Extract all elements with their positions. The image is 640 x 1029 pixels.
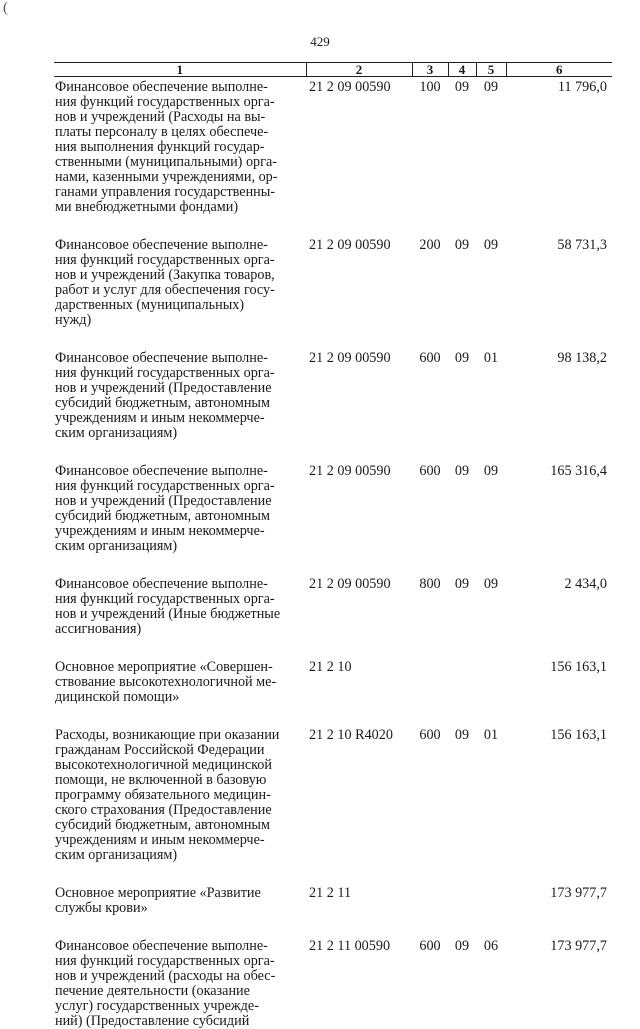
description-line: Финансовое обеспечение выполне- [55, 351, 302, 366]
description-line: ния функций государственных орга- [55, 95, 302, 110]
description-line: нов и учреждений (Предоставление [55, 494, 302, 509]
description-line: Финансовое обеспечение выполне- [55, 464, 302, 479]
description-line: ассигнования) [55, 622, 302, 637]
table-row [54, 77, 612, 216]
description-line: ний) (Предоставление субсидий [55, 1014, 302, 1029]
row-description [54, 77, 306, 216]
description-line: нов и учреждений (Предоставление [55, 381, 302, 396]
description-line: Расходы, возникающие при оказании [55, 728, 302, 743]
budget-table [54, 62, 612, 1029]
row-description [54, 235, 306, 328]
row-amount: 165 316,4 [506, 461, 612, 554]
row-description [54, 461, 306, 554]
column-header: 6 [506, 63, 612, 77]
row-col3: 600 [412, 936, 448, 1029]
description-line: нов и учреждений (Иные бюджетные [55, 607, 302, 622]
row-spacer [54, 441, 612, 461]
description-line: ствование высокотехнологичной ме- [55, 675, 302, 690]
description-line: субсидий бюджетным, автономным [55, 396, 302, 411]
row-col3: 600 [412, 461, 448, 554]
description-line: нами, казенными учреждениями, ор- [55, 170, 302, 185]
row-col4: 09 [448, 574, 476, 637]
table-row [54, 574, 612, 637]
row-col3: 800 [412, 574, 448, 637]
row-description [54, 883, 306, 916]
row-amount: 11 796,0 [506, 77, 612, 216]
row-col3: 600 [412, 725, 448, 863]
description-line: Финансовое обеспечение выполне- [55, 80, 302, 95]
row-spacer-cell [54, 863, 612, 883]
row-code: 21 2 09 00590 [306, 235, 412, 328]
description-line: услуг) государственных учрежде- [55, 999, 302, 1014]
row-description [54, 574, 306, 637]
description-line: дарственных (муниципальных) [55, 298, 302, 313]
description-line: службы крови» [55, 901, 302, 916]
description-line: учреждениям и иным некоммерче- [55, 524, 302, 539]
margin-mark: ( [3, 0, 8, 17]
description-line: гражданам Российской Федерации [55, 743, 302, 758]
row-col5: 06 [476, 936, 506, 1029]
row-col4: 09 [448, 461, 476, 554]
description-line: Финансовое обеспечение выполне- [55, 577, 302, 592]
description-line: нужд) [55, 313, 302, 328]
row-amount: 173 977,7 [506, 936, 612, 1029]
row-code: 21 2 09 00590 [306, 77, 412, 216]
row-spacer [54, 215, 612, 235]
description-line: нов и учреждений (Расходы на вы- [55, 110, 302, 125]
row-amount: 58 731,3 [506, 235, 612, 328]
description-line: ния функций государственных орга- [55, 479, 302, 494]
description-line: высокотехнологичной медицинской [55, 758, 302, 773]
row-amount: 156 163,1 [506, 657, 612, 705]
description-line: ского страхования (Предоставление [55, 803, 302, 818]
column-header: 1 [54, 63, 306, 77]
description-line: нов и учреждений (расходы на обес- [55, 969, 302, 984]
row-col3 [412, 883, 448, 916]
row-spacer [54, 637, 612, 657]
description-line: ственными (муниципальными) орга- [55, 155, 302, 170]
row-col5: 09 [476, 77, 506, 216]
row-spacer [54, 328, 612, 348]
row-amount: 156 163,1 [506, 725, 612, 863]
page-number: 429 [0, 34, 640, 50]
table-row [54, 883, 612, 916]
description-line: ским организациям) [55, 848, 302, 863]
description-line: субсидий бюджетным, автономным [55, 509, 302, 524]
description-line: нов и учреждений (Закупка товаров, [55, 268, 302, 283]
description-line: дицинской помощи» [55, 690, 302, 705]
table-row [54, 936, 612, 1029]
row-amount: 98 138,2 [506, 348, 612, 441]
row-description [54, 348, 306, 441]
description-line: ния функций государственных орга- [55, 592, 302, 607]
row-col5: 09 [476, 235, 506, 328]
row-col4 [448, 883, 476, 916]
row-code: 21 2 10 [306, 657, 412, 705]
description-line: Финансовое обеспечение выполне- [55, 238, 302, 253]
row-code: 21 2 09 00590 [306, 348, 412, 441]
row-code: 21 2 11 [306, 883, 412, 916]
description-line: помощи, не включенной в базовую [55, 773, 302, 788]
row-col4: 09 [448, 77, 476, 216]
description-line: работ и услуг для обеспечения госу- [55, 283, 302, 298]
description-line: ния функций государственных орга- [55, 366, 302, 381]
description-line: учреждениям и иным некоммерче- [55, 833, 302, 848]
row-col4: 09 [448, 936, 476, 1029]
row-code: 21 2 10 R4020 [306, 725, 412, 863]
description-line: Основное мероприятие «Развитие [55, 886, 302, 901]
column-header: 4 [448, 63, 476, 77]
row-code: 21 2 11 00590 [306, 936, 412, 1029]
description-line: ским организациям) [55, 539, 302, 554]
description-line: субсидий бюджетным, автономным [55, 818, 302, 833]
row-description [54, 936, 306, 1029]
row-description [54, 657, 306, 705]
row-code: 21 2 09 00590 [306, 574, 412, 637]
row-col5: 09 [476, 461, 506, 554]
row-code: 21 2 09 00590 [306, 461, 412, 554]
row-col5 [476, 883, 506, 916]
description-line: Основное мероприятие «Совершен- [55, 660, 302, 675]
row-col5: 01 [476, 725, 506, 863]
row-spacer-cell [54, 705, 612, 725]
description-line: ния функций государственных орга- [55, 954, 302, 969]
table-row [54, 235, 612, 328]
description-line: ния выполнения функций государ- [55, 140, 302, 155]
row-spacer [54, 554, 612, 574]
table-row [54, 348, 612, 441]
table-row [54, 461, 612, 554]
description-line: Финансовое обеспечение выполне- [55, 939, 302, 954]
row-spacer-cell [54, 916, 612, 936]
row-spacer-cell [54, 637, 612, 657]
row-col3: 600 [412, 348, 448, 441]
row-spacer [54, 705, 612, 725]
row-col4: 09 [448, 348, 476, 441]
row-col5: 09 [476, 574, 506, 637]
description-line: ми внебюджетными фондами) [55, 200, 302, 215]
row-col3: 200 [412, 235, 448, 328]
row-spacer-cell [54, 215, 612, 235]
row-spacer-cell [54, 554, 612, 574]
description-line: учреждениям и иным некоммерче- [55, 411, 302, 426]
table-body [54, 77, 612, 1029]
description-line: ским организациям) [55, 426, 302, 441]
column-header: 5 [476, 63, 506, 77]
row-col4: 09 [448, 235, 476, 328]
description-line: ганами управления государственны- [55, 185, 302, 200]
row-col5: 01 [476, 348, 506, 441]
row-col3: 100 [412, 77, 448, 216]
description-line: ния функций государственных орга- [55, 253, 302, 268]
row-col4 [448, 657, 476, 705]
row-amount: 2 434,0 [506, 574, 612, 637]
description-line: печение деятельности (оказание [55, 984, 302, 999]
column-header: 3 [412, 63, 448, 77]
row-spacer [54, 863, 612, 883]
row-amount: 173 977,7 [506, 883, 612, 916]
row-spacer-cell [54, 328, 612, 348]
column-header: 2 [306, 63, 412, 77]
row-spacer-cell [54, 441, 612, 461]
row-description [54, 725, 306, 863]
row-spacer [54, 916, 612, 936]
header-row [54, 63, 612, 77]
row-col3 [412, 657, 448, 705]
description-line: платы персоналу в целях обеспече- [55, 125, 302, 140]
table-row [54, 657, 612, 705]
row-col4: 09 [448, 725, 476, 863]
table-row [54, 725, 612, 863]
row-col5 [476, 657, 506, 705]
description-line: программу обязательного медицин- [55, 788, 302, 803]
